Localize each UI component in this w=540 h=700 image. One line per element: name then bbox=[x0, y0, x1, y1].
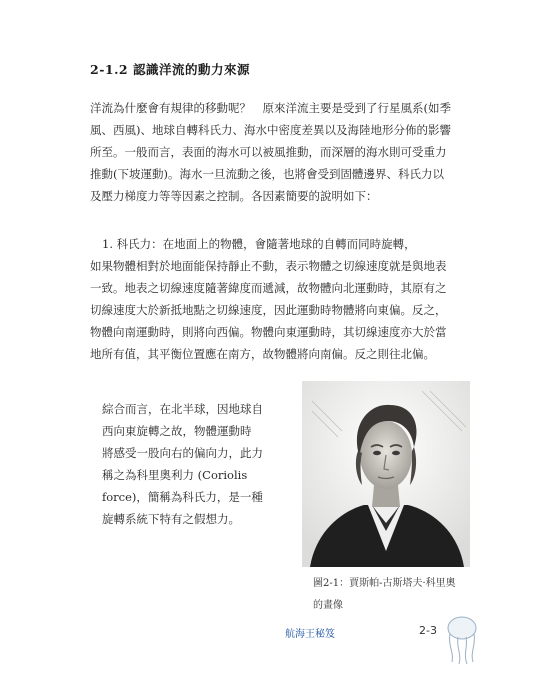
summary-line: 將感受一股向右的偏向力，此力 bbox=[102, 446, 263, 460]
summary-line: 綜合而言，在北半球，因地球自 bbox=[102, 402, 263, 416]
coriolis-line: 一致。地表之切線速度隨著緯度而遞減，故物體向北運動時，其原有之 bbox=[90, 281, 447, 295]
intro-line: 風、西風)、地球自轉科氏力、海水中密度差異以及海陸地形分佈的影響 bbox=[90, 123, 451, 137]
coriolis-heading-line: 1. 科氏力：在地面上的物體，會隨著地球的自轉而同時旋轉， bbox=[102, 237, 416, 251]
coriolis-paragraph bbox=[90, 233, 480, 365]
coriolis-line: 地所有值，其平衡位置應在南方，故物體將向南偏。反之則往北偏。 bbox=[90, 347, 435, 361]
intro-line: 及壓力梯度力等等因素之控制。各因素簡要的說明如下： bbox=[90, 189, 378, 203]
summary-line: 旋轉系統下特有之假想力。 bbox=[102, 512, 240, 526]
coriolis-portrait bbox=[302, 381, 470, 567]
coriolis-line: 切線速度大於新抵地點之切線速度，因此運動時物體將向東偏。反之， bbox=[90, 303, 447, 317]
caption-line: 圖2-1：賈斯帕-古斯塔夫·科里奧 bbox=[313, 578, 456, 589]
section-title: 2-1.2 認識洋流的動力來源 bbox=[90, 62, 250, 77]
summary-line: 稱之為科里奧利力 (Coriolis bbox=[102, 468, 248, 482]
footer-book-title: 航海王秘笈 bbox=[285, 629, 335, 640]
jellyfish-decoration-icon bbox=[432, 608, 492, 668]
summary-line: 西向東旋轉之故，物體運動時 bbox=[102, 424, 252, 438]
page-number: 2-3 bbox=[419, 624, 437, 637]
intro-line: 推動(下坡運動)。海水一旦流動之後，也將會受到固體邊界、科氏力以 bbox=[90, 167, 444, 181]
intro-paragraph bbox=[90, 97, 480, 207]
coriolis-line: 如果物體相對於地面能保持靜止不動，表示物體之切線速度就是與地表 bbox=[90, 259, 447, 273]
coriolis-line: 物體向南運動時，則將向西偏。物體向東運動時，其切線速度亦大於當 bbox=[90, 325, 447, 339]
intro-line: 洋流為什麼會有規律的移動呢？ 原來洋流主要是受到了行星風系(如季 bbox=[90, 101, 451, 115]
summary-paragraph bbox=[102, 398, 277, 530]
portrait-illustration bbox=[302, 381, 470, 567]
intro-line: 所至。一般而言，表面的海水可以被風推動，而深層的海水則可受重力 bbox=[90, 145, 447, 159]
caption-line: 的畫像 bbox=[313, 600, 343, 611]
summary-line: force)，簡稱為科氏力，是一種 bbox=[102, 490, 263, 504]
